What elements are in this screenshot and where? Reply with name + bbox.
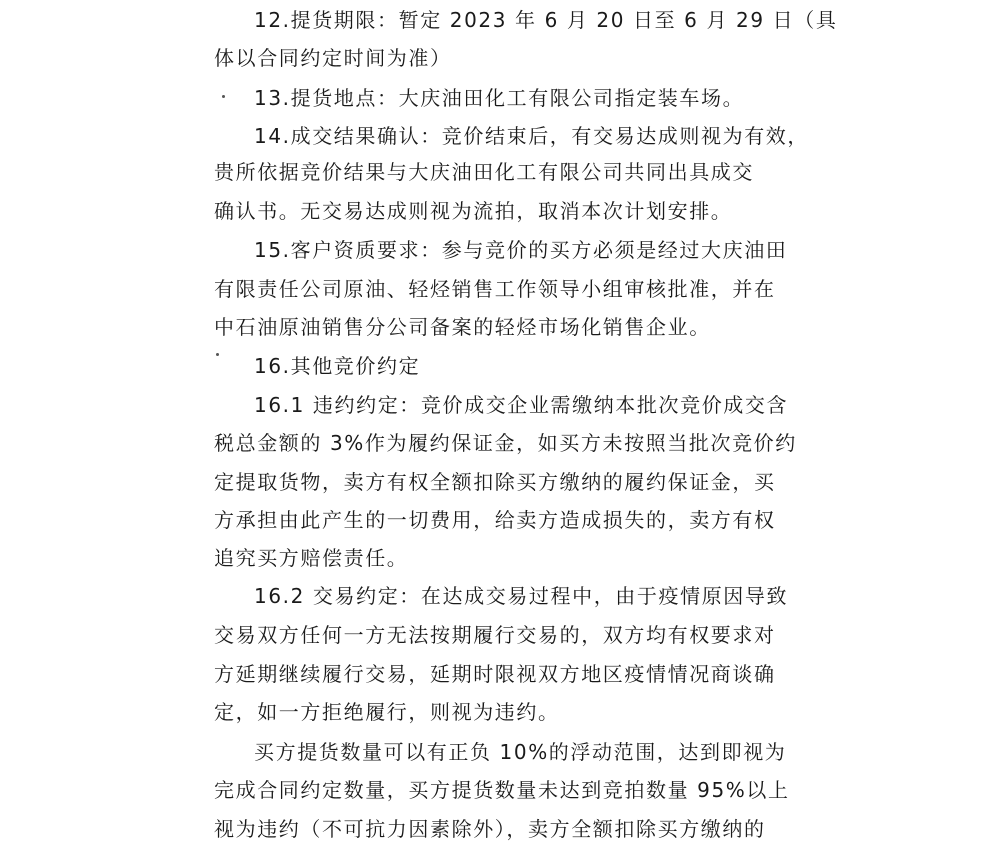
text-line: 14.成交结果确认：竞价结束后，有交易达成则视为有效， (254, 124, 810, 148)
text-line: 追究买方赔偿责任。 (214, 546, 409, 570)
text-line: 16.2 交易约定：在达成交易过程中，由于疫情原因导致 (254, 584, 789, 608)
text-line: 有限责任公司原油、轻烃销售工作领导小组审核批准，并在 (214, 277, 776, 301)
section-heading: 16.其他竞价约定 (254, 354, 421, 378)
text-line: 贵所依据竞价结果与大庆油田化工有限公司共同出具成交 (214, 160, 754, 184)
text-line: 16.1 违约约定：竞价成交企业需缴纳本批次竞价成交含 (254, 393, 789, 417)
text-line: 体以合同约定时间为准） (214, 46, 452, 70)
text-line: 视为违约（不可抗力因素除外），卖方全额扣除买方缴纳的 (214, 817, 766, 841)
text-line: 15.客户资质要求：参与竞价的买方必须是经过大庆油田 (254, 238, 788, 262)
text-line: 方承担由此产生的一切费用，给卖方造成损失的，卖方有权 (214, 508, 776, 532)
text-line: 12.提货期限：暂定 2023 年 6 月 20 日至 6 月 29 日（具 (254, 8, 838, 32)
text-line: 交易双方任何一方无法按期履行交易的，双方均有权要求对 (214, 623, 776, 647)
text-line: 买方提货数量可以有正负 10%的浮动范围，达到即视为 (254, 740, 787, 764)
text-line: 定提取货物，卖方有权全额扣除买方缴纳的履约保证金，买 (214, 470, 776, 494)
scan-speck (222, 95, 225, 98)
text-line: 定，如一方拒绝履行，则视为违约。 (214, 700, 560, 724)
text-line: 13.提货地点：大庆油田化工有限公司指定装车场。 (254, 86, 745, 110)
text-line: 完成合同约定数量，买方提货数量未达到竞拍数量 95%以上 (214, 778, 790, 802)
text-line: 确认书。无交易达成则视为流拍，取消本次计划安排。 (214, 199, 733, 223)
text-line: 中石油原油销售分公司备案的轻烃市场化销售企业。 (214, 315, 711, 339)
scan-speck (216, 353, 219, 356)
text-line: 税总金额的 3%作为履约保证金，如买方未按照当批次竞价约 (214, 431, 797, 455)
text-line: 方延期继续履行交易，延期时限视双方地区疫情情况商谈确 (214, 662, 776, 686)
